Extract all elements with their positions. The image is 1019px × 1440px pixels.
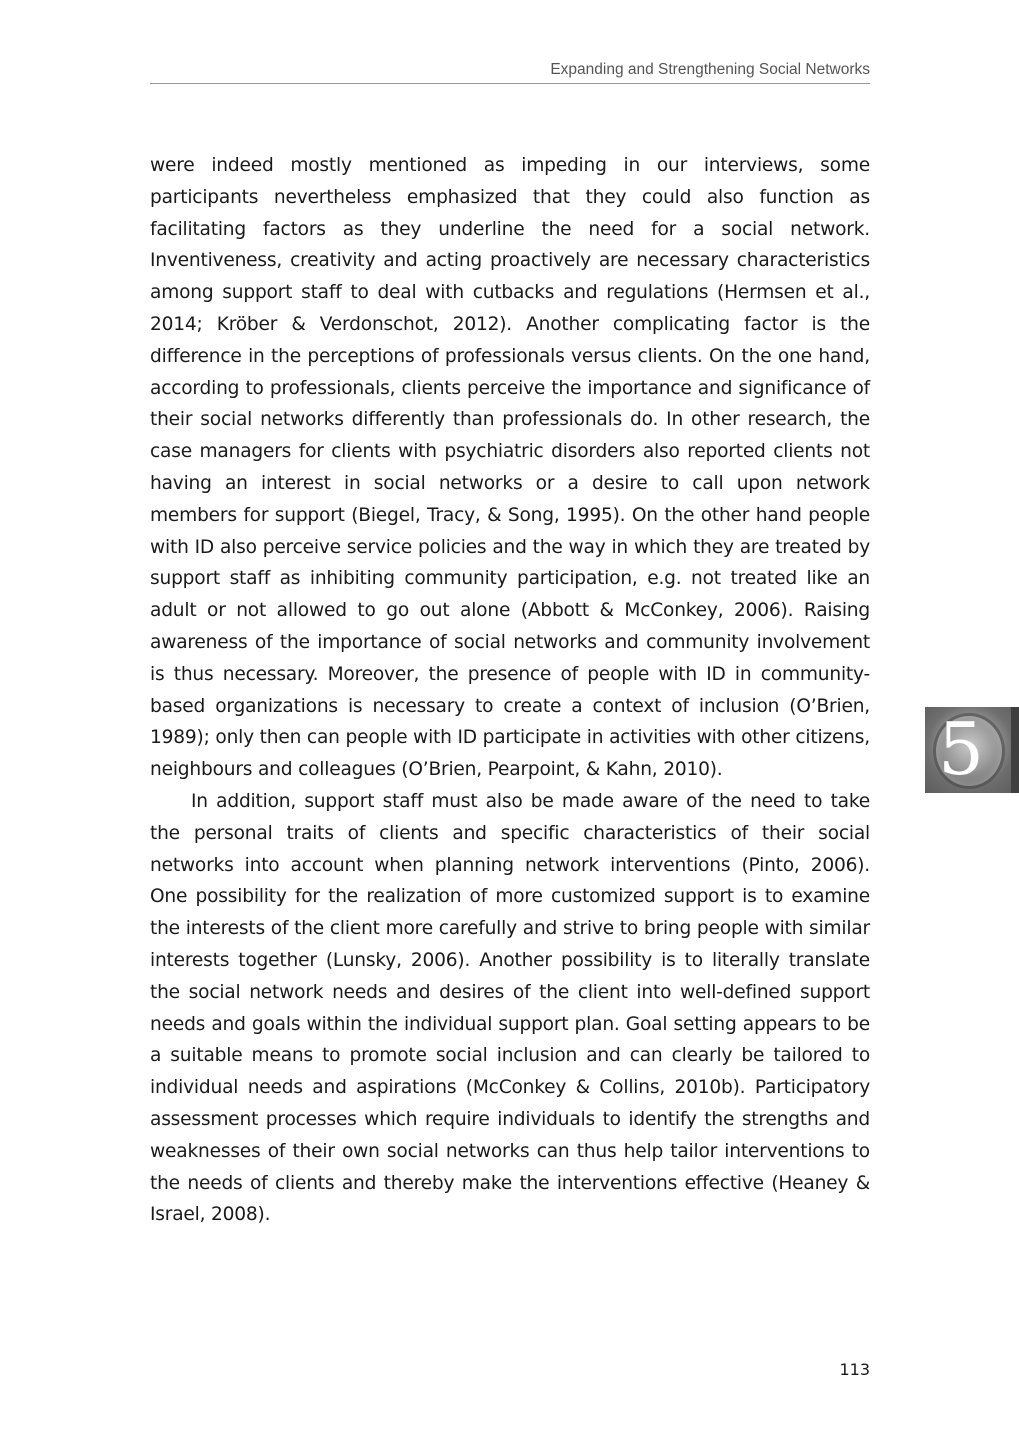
paragraph-2: In addition, support staff must also be made aware of the need to take the personal traits of clients and specific characteristics of their social networks into account when planning network interventions (Pinto, 2006). One possibility for the realization of more customized support is to examine the interests of the client more carefully and strive to bring people with similar interests together (Lunsky, 2006). Another possibility is to literally translate the social network needs and desires of the client into well-defined support needs and goals within the individual support plan. Goal setting appears to be a suitable means to promote social inclusion and can clearly be tailored to individual needs and aspirations (McConkey & Collins, 2010b). Participatory assessment processes which require individuals to identify the strengths and weaknesses of their own social networks can thus help tailor interventions to the needs of clients and thereby make the interventions effective (Heaney & Israel, 2008). xyxy=(150,790,870,1226)
body-text xyxy=(150,150,870,1231)
page-number: 113 xyxy=(839,1360,870,1379)
running-header xyxy=(150,59,870,84)
running-header-title: Expanding and Strengthening Social Networks xyxy=(550,61,870,78)
chapter-number: 5 xyxy=(938,707,984,791)
chapter-tab-edge xyxy=(1011,707,1019,793)
chapter-tab xyxy=(925,707,1019,793)
paragraph-1: were indeed mostly mentioned as impeding in our interviews, some participants nevertheless emphasized that they could also function as facilitating factors as they underline the need for a social network. Inventiveness, creativity and acting proactively are necessary characteristics among support staff to deal with cutbacks and regulations (Hermsen et al., 2014; Kröber & Verdonschot, 2012). Another complicating factor is the difference in the perceptions of professionals versus clients. On the one hand, according to professionals, clients perceive the importance and significance of their social networks differently than professionals do. In other research, the case managers for clients with psychiatric disorders also reported clients not having an interest in social networks or a desire to call upon network members for support (Biegel, Tracy, & Song, 1995). On the other hand people with ID also perceive service policies and the way in which they are treated by support staff as inhibiting community participation, e.g. not treated like an adult or not allowed to go out alone (Abbott & McConkey, 2006). Raising awareness of the importance of social networks and community involvement is thus necessary. Moreover, the presence of people with ID in community-based organizations is necessary to create a context of inclusion (O’Brien, 1989); only then can people with ID participate in activities with other citizens, neighbours and colleagues (O’Brien, Pearpoint, & Kahn, 2010). xyxy=(150,155,870,781)
